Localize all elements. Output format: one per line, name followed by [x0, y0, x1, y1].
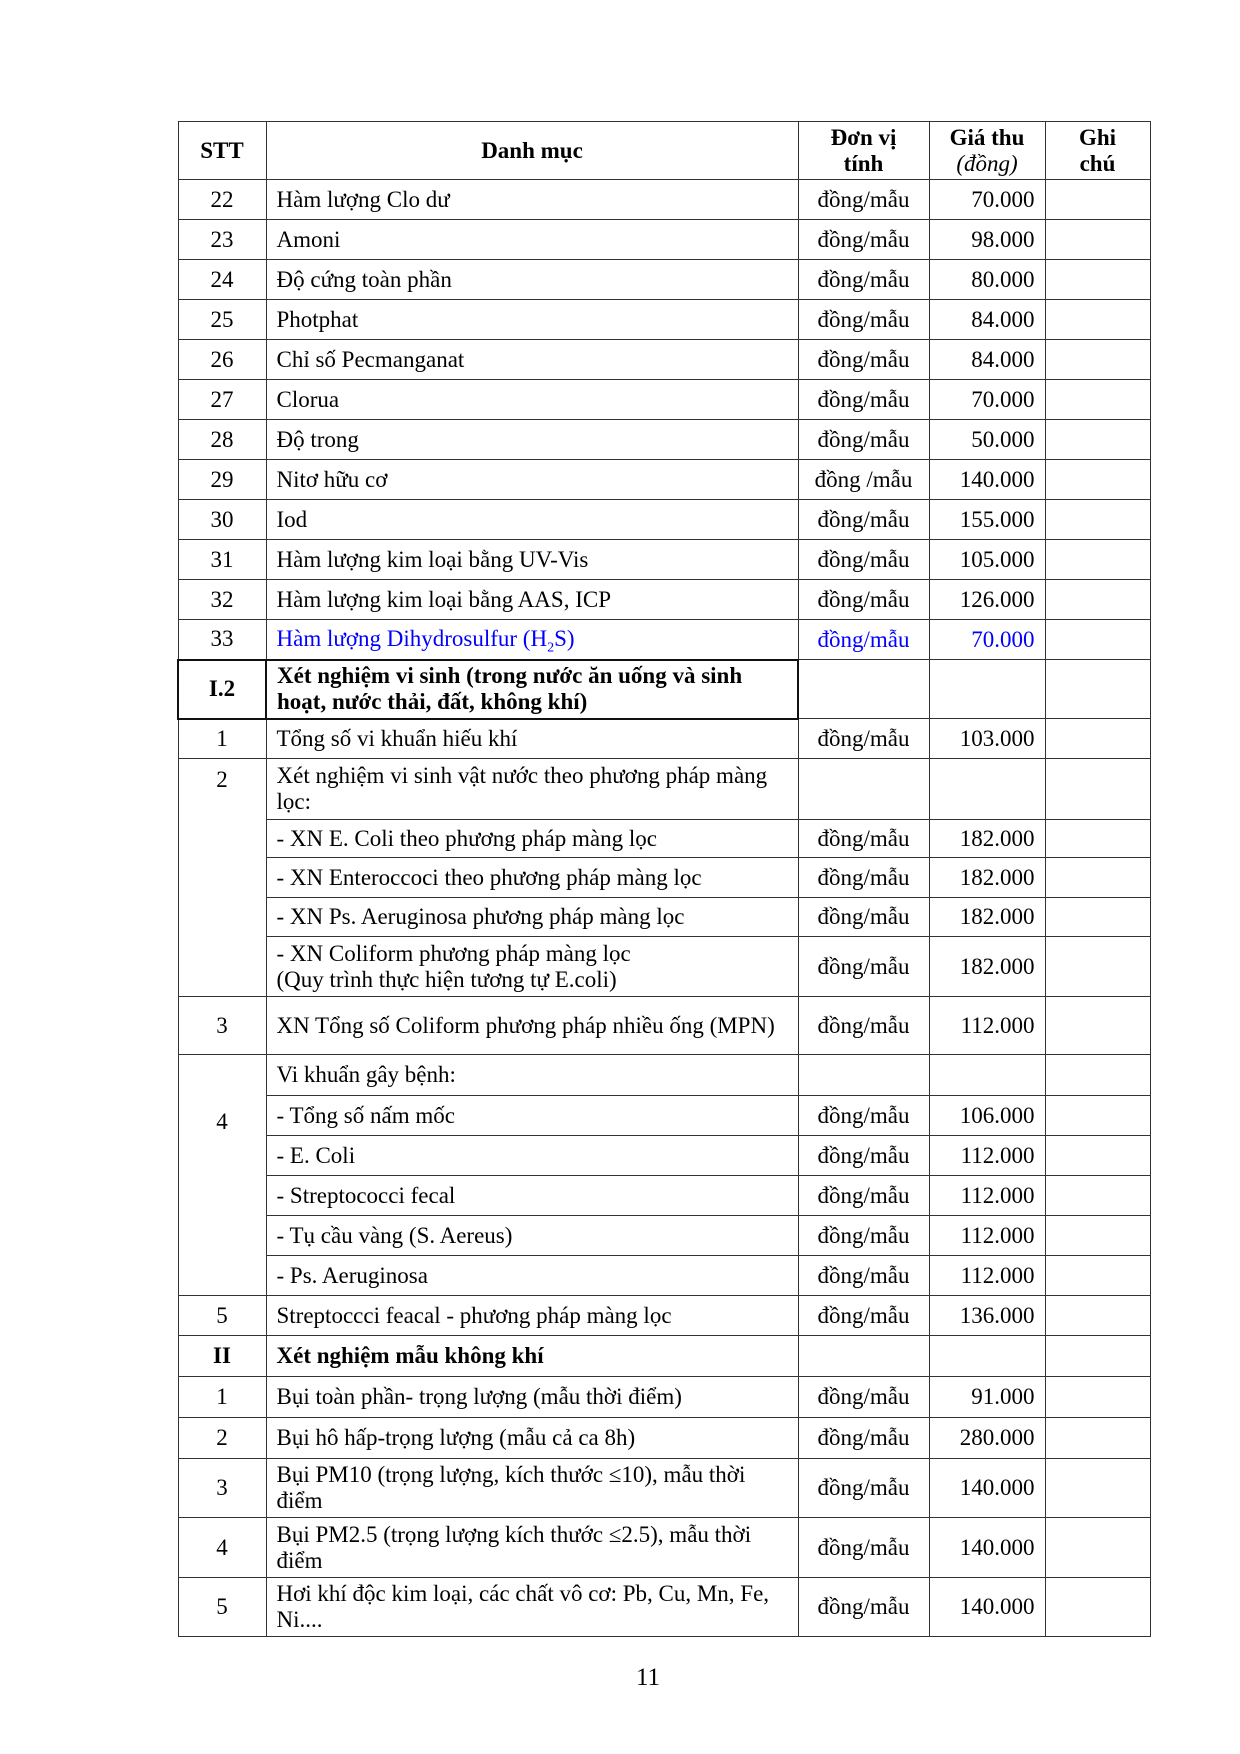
row-price: 155.000	[929, 500, 1045, 540]
header-unit-line2: tính	[843, 150, 884, 176]
row-price: 103.000	[929, 719, 1045, 759]
row-stt: 4	[178, 1518, 266, 1578]
row-name	[266, 620, 798, 660]
row-price: 140.000	[929, 460, 1045, 500]
row-price: 98.000	[929, 220, 1045, 260]
row-price: 70.000	[929, 180, 1045, 220]
row-price: 182.000	[929, 898, 1045, 937]
row-price: 112.000	[929, 997, 1045, 1055]
row-unit: đồng/mẫu	[798, 898, 929, 937]
table-row	[178, 540, 1150, 580]
row-name: Iod	[266, 500, 798, 540]
section-name: Xét nghiệm mẫu không khí	[266, 1336, 798, 1377]
row-name: Bụi PM2.5 (trọng lượng kích thước ≤2.5), mẫu thời điểm	[266, 1518, 798, 1578]
row-name	[266, 937, 798, 997]
row-name: Amoni	[266, 220, 798, 260]
row-note	[1045, 858, 1150, 898]
row-stt: 25	[178, 300, 266, 340]
row-name: Xét nghiệm vi sinh vật nước theo phương pháp màng lọc:	[266, 759, 798, 820]
table-row	[178, 1578, 1150, 1637]
row-name: Độ trong	[266, 420, 798, 460]
row-unit: đồng /mẫu	[798, 460, 929, 500]
row-name: - E. Coli	[266, 1136, 798, 1176]
header-stt: STT	[178, 122, 266, 180]
header-unit-line1: Đơn vị	[830, 124, 897, 150]
row-unit: đồng/mẫu	[798, 260, 929, 300]
table-row	[178, 1418, 1150, 1459]
row-name: - Ps. Aeruginosa	[266, 1256, 798, 1296]
page-number: 11	[635, 1664, 661, 1691]
row-unit: đồng/mẫu	[798, 1256, 929, 1296]
section-row-i2	[178, 660, 1150, 719]
row-price	[929, 1055, 1045, 1096]
table-row	[178, 997, 1150, 1055]
row-note	[1045, 1136, 1150, 1176]
section-name: Xét nghiệm vi sinh (trong nước ăn uống và sinh hoạt, nước thải, đất, không khí)	[266, 660, 798, 719]
table-subrow	[178, 1136, 1150, 1176]
row-stt: 3	[178, 1459, 266, 1518]
row-unit	[798, 1055, 929, 1096]
row-name: Chỉ số Pecmanganat	[266, 340, 798, 380]
row-name-line1: - XN Coliform phương pháp màng lọc	[276, 940, 631, 966]
row-stt: 32	[178, 580, 266, 620]
section-row-ii	[178, 1336, 1150, 1377]
row-note	[1045, 580, 1150, 620]
row-note	[1045, 1296, 1150, 1336]
row-name: - XN E. Coli theo phương pháp màng lọc	[266, 820, 798, 858]
row-stt: 2	[178, 759, 266, 997]
header-unit	[798, 122, 929, 180]
row-unit: đồng/mẫu	[798, 1216, 929, 1256]
row-stt: 2	[178, 1418, 266, 1459]
row-price: 126.000	[929, 580, 1045, 620]
row-unit: đồng/mẫu	[798, 500, 929, 540]
table-row	[178, 719, 1150, 759]
row-note	[1045, 1336, 1150, 1377]
price-table	[177, 121, 1151, 1637]
table-row	[178, 1459, 1150, 1518]
row-price: 84.000	[929, 340, 1045, 380]
row-name: Clorua	[266, 380, 798, 420]
table-subrow	[178, 937, 1150, 997]
row-price: 70.000	[929, 380, 1045, 420]
row-price: 182.000	[929, 858, 1045, 898]
row-price: 140.000	[929, 1578, 1045, 1637]
row-note	[1045, 719, 1150, 759]
row-price	[929, 660, 1045, 719]
row-stt: 31	[178, 540, 266, 580]
row-unit: đồng/mẫu	[798, 580, 929, 620]
row-price: 91.000	[929, 1377, 1045, 1418]
row-stt: 30	[178, 500, 266, 540]
header-name: Danh mục	[266, 122, 798, 180]
row-price: 70.000	[929, 620, 1045, 660]
table-row	[178, 380, 1150, 420]
row-stt: 23	[178, 220, 266, 260]
row-unit: đồng/mẫu	[798, 420, 929, 460]
row-note	[1045, 260, 1150, 300]
header-price-line1: Giá thu	[949, 124, 1025, 150]
row-price: 280.000	[929, 1418, 1045, 1459]
row-unit: đồng/mẫu	[798, 997, 929, 1055]
row-unit: đồng/mẫu	[798, 340, 929, 380]
row-stt: 24	[178, 260, 266, 300]
row-price: 182.000	[929, 937, 1045, 997]
row-name: - XN Enteroccoci theo phương pháp màng lọc	[266, 858, 798, 898]
row-note	[1045, 1377, 1150, 1418]
row-unit: đồng/mẫu	[798, 1136, 929, 1176]
row-name-line2: (Quy trình thực hiện tương tự E.coli)	[276, 966, 617, 992]
row-name: Nitơ hữu cơ	[266, 460, 798, 500]
row-note	[1045, 540, 1150, 580]
table-row	[178, 260, 1150, 300]
row-stt: 4	[178, 1055, 266, 1296]
row-unit: đồng/mẫu	[798, 180, 929, 220]
row-note	[1045, 898, 1150, 937]
row-unit	[798, 660, 929, 719]
row-note	[1045, 500, 1150, 540]
row-unit: đồng/mẫu	[798, 1418, 929, 1459]
row-price: 182.000	[929, 820, 1045, 858]
row-price: 112.000	[929, 1136, 1045, 1176]
row-unit	[798, 759, 929, 820]
section-stt: II	[178, 1336, 266, 1377]
row-note	[1045, 997, 1150, 1055]
row-note	[1045, 300, 1150, 340]
row-note	[1045, 1518, 1150, 1578]
row-name: Hàm lượng kim loại bằng AAS, ICP	[266, 580, 798, 620]
row-note	[1045, 1418, 1150, 1459]
row-stt: 33	[178, 620, 266, 660]
row-name: - XN Ps. Aeruginosa phương pháp màng lọc	[266, 898, 798, 937]
section-stt: I.2	[178, 660, 266, 719]
header-note-line2: chú	[1079, 150, 1116, 176]
row-stt: 5	[178, 1296, 266, 1336]
table-row	[178, 180, 1150, 220]
row-price	[929, 759, 1045, 820]
row-price: 112.000	[929, 1256, 1045, 1296]
row-unit: đồng/mẫu	[798, 937, 929, 997]
row-note	[1045, 1096, 1150, 1136]
row-unit: đồng/mẫu	[798, 380, 929, 420]
row-price: 112.000	[929, 1176, 1045, 1216]
row-note	[1045, 180, 1150, 220]
row-stt: 5	[178, 1578, 266, 1637]
row-note	[1045, 340, 1150, 380]
row-stt: 26	[178, 340, 266, 380]
row-name: - Streptococci fecal	[266, 1176, 798, 1216]
row-note	[1045, 1578, 1150, 1637]
row-stt: 29	[178, 460, 266, 500]
row-note	[1045, 759, 1150, 820]
row-stt: 28	[178, 420, 266, 460]
row-note	[1045, 937, 1150, 997]
row-unit: đồng/mẫu	[798, 220, 929, 260]
row-note	[1045, 1216, 1150, 1256]
row-note	[1045, 1176, 1150, 1216]
table-row	[178, 1518, 1150, 1578]
row-note	[1045, 220, 1150, 260]
row-price: 136.000	[929, 1296, 1045, 1336]
header-price-line2: (đồng)	[956, 150, 1018, 176]
table-subrow	[178, 898, 1150, 937]
row-name: Bụi toàn phần- trọng lượng (mẫu thời điểm)	[266, 1377, 798, 1418]
row-name: Streptoccci feacal - phương pháp màng lọc	[266, 1296, 798, 1336]
table-row	[178, 1377, 1150, 1418]
row-unit: đồng/mẫu	[798, 820, 929, 858]
row-price: 105.000	[929, 540, 1045, 580]
row-price: 112.000	[929, 1216, 1045, 1256]
row-stt: 1	[178, 719, 266, 759]
row-stt: 3	[178, 997, 266, 1055]
table-subrow	[178, 1096, 1150, 1136]
row-unit: đồng/mẫu	[798, 1518, 929, 1578]
row-note	[1045, 620, 1150, 660]
row-name: Photphat	[266, 300, 798, 340]
table-row	[178, 1296, 1150, 1336]
row-unit	[798, 1336, 929, 1377]
row-unit: đồng/mẫu	[798, 620, 929, 660]
row-note	[1045, 420, 1150, 460]
row-name: Bụi PM10 (trọng lượng, kích thước ≤10), mẫu thời điểm	[266, 1459, 798, 1518]
header-note-line1: Ghi	[1078, 124, 1117, 150]
row-note	[1045, 460, 1150, 500]
row-unit: đồng/mẫu	[798, 1578, 929, 1637]
row-name: Hàm lượng Clo dư	[266, 180, 798, 220]
row-unit: đồng/mẫu	[798, 1176, 929, 1216]
table-header-row	[178, 122, 1150, 180]
table-subrow	[178, 1256, 1150, 1296]
row-stt: 27	[178, 380, 266, 420]
row-price: 50.000	[929, 420, 1045, 460]
row-unit: đồng/mẫu	[798, 1377, 929, 1418]
row-unit: đồng/mẫu	[798, 300, 929, 340]
row-unit: đồng/mẫu	[798, 858, 929, 898]
table-row	[178, 500, 1150, 540]
row-price: 140.000	[929, 1459, 1045, 1518]
row-unit: đồng/mẫu	[798, 719, 929, 759]
row-note	[1045, 1055, 1150, 1096]
row-name: Hơi khí độc kim loại, các chất vô cơ: Pb, Cu, Mn, Fe, Ni....	[266, 1578, 798, 1637]
table-subrow	[178, 858, 1150, 898]
row-unit: đồng/mẫu	[798, 1459, 929, 1518]
row-name-prefix: Hàm lượng Dihydrosulfur (H	[276, 626, 548, 652]
row-name: - Tổng số nấm mốc	[266, 1096, 798, 1136]
row-stt: 22	[178, 180, 266, 220]
row-price: 106.000	[929, 1096, 1045, 1136]
header-note	[1045, 122, 1150, 180]
table-row	[178, 220, 1150, 260]
row-name-suffix: S)	[554, 626, 575, 652]
table-subrow	[178, 1216, 1150, 1256]
row-note	[1045, 1256, 1150, 1296]
row-price: 84.000	[929, 300, 1045, 340]
table-subrow	[178, 1176, 1150, 1216]
row-note	[1045, 380, 1150, 420]
row-note	[1045, 660, 1150, 719]
table-row	[178, 1055, 1150, 1096]
row-name: Tổng số vi khuẩn hiếu khí	[266, 719, 798, 759]
table-row	[178, 340, 1150, 380]
row-price: 80.000	[929, 260, 1045, 300]
row-note	[1045, 1459, 1150, 1518]
row-unit: đồng/mẫu	[798, 1296, 929, 1336]
table-row	[178, 420, 1150, 460]
table-row	[178, 580, 1150, 620]
row-unit: đồng/mẫu	[798, 540, 929, 580]
row-name-subscript: 2	[547, 640, 555, 656]
row-name: Hàm lượng kim loại bằng UV-Vis	[266, 540, 798, 580]
table-subrow	[178, 820, 1150, 858]
row-price: 140.000	[929, 1518, 1045, 1578]
table-row	[178, 759, 1150, 820]
header-price	[929, 122, 1045, 180]
row-name: Độ cứng toàn phần	[266, 260, 798, 300]
row-stt: 1	[178, 1377, 266, 1418]
table-row	[178, 300, 1150, 340]
row-price	[929, 1336, 1045, 1377]
row-name: Vi khuẩn gây bệnh:	[266, 1055, 798, 1096]
table-row-33	[178, 620, 1150, 660]
row-name: - Tụ cầu vàng (S. Aereus)	[266, 1216, 798, 1256]
row-name: Bụi hô hấp-trọng lượng (mẫu cả ca 8h)	[266, 1418, 798, 1459]
row-note	[1045, 820, 1150, 858]
row-name: XN Tổng số Coliform phương pháp nhiều ống (MPN)	[266, 997, 798, 1055]
row-unit: đồng/mẫu	[798, 1096, 929, 1136]
table-row	[178, 460, 1150, 500]
